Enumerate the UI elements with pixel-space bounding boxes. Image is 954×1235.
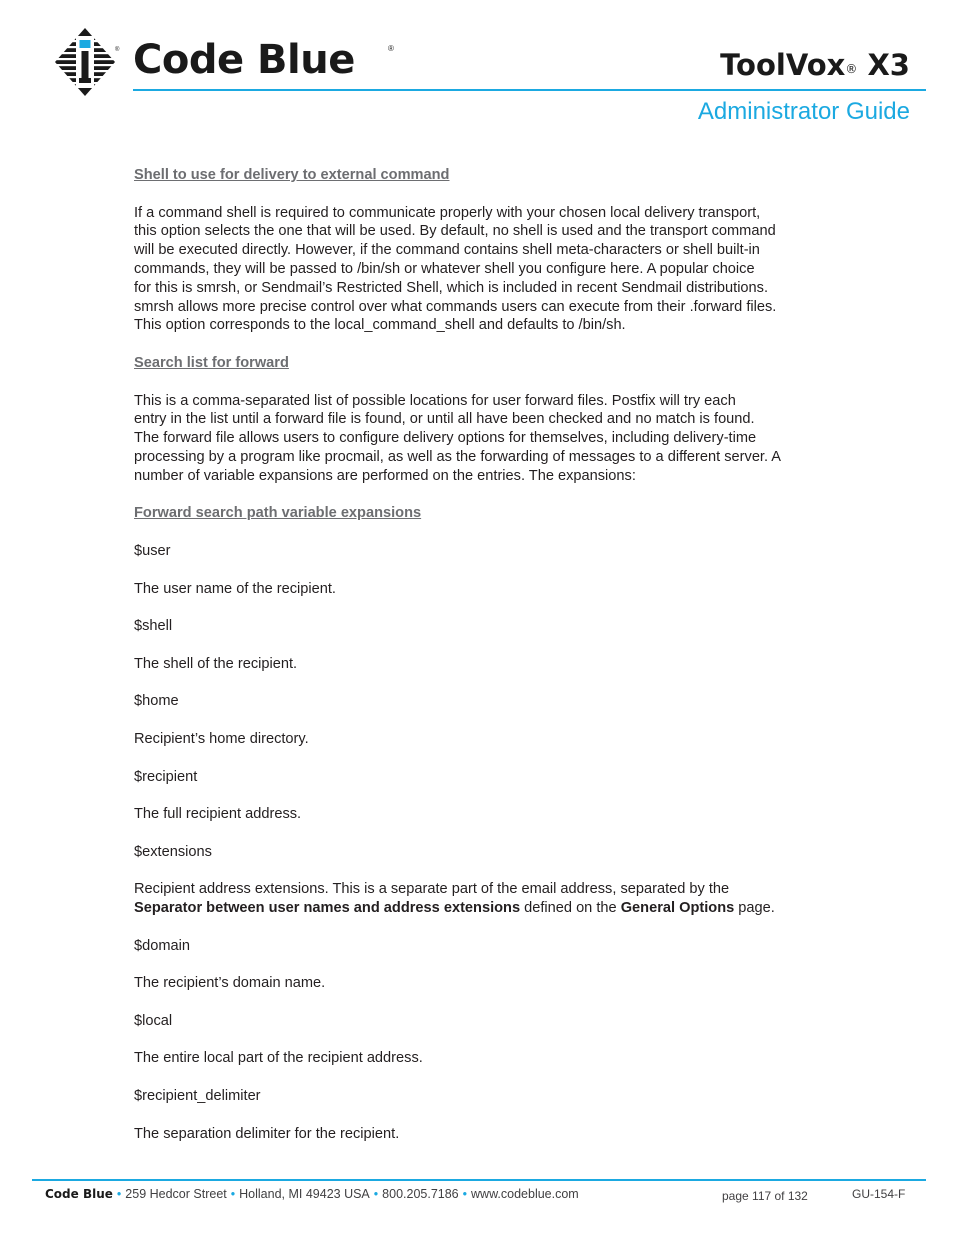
- variable-description-continued: [134, 899, 834, 918]
- variable-name: $extensions: [134, 843, 212, 860]
- brand-registered: ®: [388, 44, 394, 53]
- paragraph-line: This option corresponds to the local_command_shell and defaults to /bin/sh.: [134, 317, 626, 334]
- document-code: GU-154-F: [852, 1187, 906, 1201]
- bullet-separator: •: [373, 1187, 379, 1201]
- paragraph-line: will be executed directly. However, if the command contains shell meta-characters or shell built-in: [134, 242, 760, 259]
- variable-name: $local: [134, 1012, 173, 1029]
- product-title: [720, 46, 910, 84]
- variable-description: The recipient’s domain name.: [134, 975, 326, 992]
- variable-name: $recipient_delimiter: [134, 1088, 261, 1105]
- brand-name: Code Blue: [133, 37, 355, 83]
- paragraph-line: processing by a program like procmail, as well as the forwarding of messages to a different server. A: [134, 448, 782, 465]
- text-span: defined on the: [520, 900, 621, 917]
- variable-description: Recipient’s home directory.: [134, 730, 309, 747]
- footer-city: Holland, MI 49423 USA: [239, 1187, 370, 1201]
- variable-description: Recipient address extensions. This is a separate part of the email address, separated by the: [134, 881, 730, 898]
- variable-name: $shell: [134, 618, 173, 635]
- footer-address: 259 Hedcor Street: [125, 1187, 227, 1201]
- footer-divider: [32, 1179, 926, 1181]
- footer-contact: [45, 1186, 579, 1202]
- paragraph-line: commands, they will be passed to /bin/sh or whatever shell you configure here. A popular choice: [134, 260, 755, 277]
- variable-name: $user: [134, 542, 171, 559]
- paragraph-line: number of variable expansions are performed on the entries. The expansions:: [134, 467, 636, 484]
- paragraph-line: This is a comma-separated list of possible locations for user forward files. Postfix will try each: [134, 392, 736, 409]
- text-span: page.: [734, 900, 775, 917]
- bullet-separator: •: [462, 1187, 468, 1201]
- guide-title: Administrator Guide: [697, 98, 910, 125]
- separator-option-name: Separator between user names and address extensions: [134, 900, 521, 917]
- general-options-page-name: General Options: [620, 900, 735, 917]
- footer-brand: Code Blue: [45, 1187, 113, 1201]
- code-blue-logo-icon: [55, 28, 115, 96]
- section-heading-expansions: Forward search path variable expansions: [134, 505, 422, 522]
- footer-phone: 800.205.7186: [382, 1187, 459, 1201]
- page-number: page 117 of 132: [722, 1189, 808, 1203]
- product-name: ToolVox: [720, 48, 846, 82]
- paragraph-line: for this is smrsh, or Sendmail’s Restricted Shell, which is included in recent Sendmail distributions.: [134, 279, 769, 296]
- variable-description: The shell of the recipient.: [134, 655, 298, 672]
- variable-name: $recipient: [134, 768, 198, 785]
- product-registered: ®: [845, 62, 858, 76]
- paragraph-line: The forward file allows users to configure delivery options for themselves, including delivery-time: [134, 430, 757, 447]
- bullet-separator: •: [230, 1187, 236, 1201]
- paragraph-line: entry in the list until a forward file is found, or until all have been checked and no match is found.: [134, 411, 755, 428]
- logo-mark-registered: ®: [115, 47, 120, 53]
- variable-description: The full recipient address.: [134, 806, 302, 823]
- variable-description: The separation delimiter for the recipient.: [134, 1125, 400, 1142]
- section-heading-shell: Shell to use for delivery to external command: [134, 167, 450, 183]
- footer-website: www.codeblue.com: [471, 1187, 579, 1201]
- header-divider: [133, 89, 926, 91]
- bullet-separator: •: [116, 1187, 122, 1201]
- paragraph-line: smrsh allows more precise control over what commands users can execute from their .forward files.: [134, 298, 777, 315]
- variable-name: $home: [134, 693, 179, 710]
- variable-description: The user name of the recipient.: [134, 580, 336, 597]
- document-body: [134, 166, 834, 1143]
- variable-description: The entire local part of the recipient address.: [134, 1050, 423, 1067]
- product-suffix: X3: [867, 48, 910, 82]
- paragraph-line: this option selects the one that will be used. By default, no shell is used and the transport command: [134, 223, 776, 240]
- variable-name: $domain: [134, 937, 190, 954]
- paragraph-line: If a command shell is required to communicate properly with your chosen local delivery transport,: [134, 204, 761, 221]
- section-heading-search-list: Search list for forward: [134, 354, 289, 371]
